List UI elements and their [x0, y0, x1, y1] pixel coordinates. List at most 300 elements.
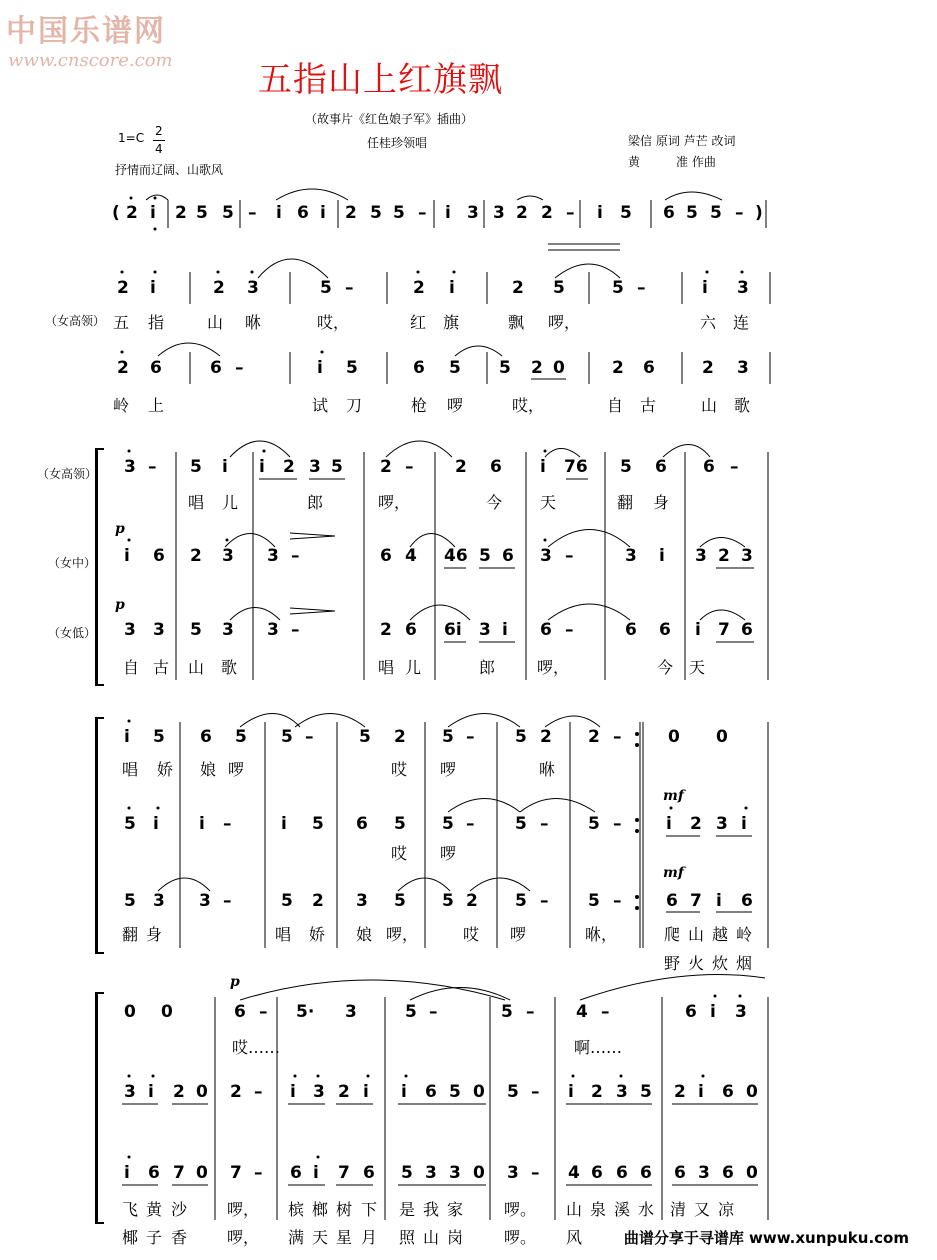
- lead-singer: 任桂珍领唱: [367, 136, 428, 150]
- watermark-site-name: 中国乐谱网: [6, 14, 166, 49]
- note: –: [259, 1002, 268, 1022]
- lyric: 古: [640, 396, 657, 415]
- note: 76: [564, 457, 588, 477]
- lyric: 娘: [200, 760, 217, 779]
- footer-credit: 曲谱分享于寻谱库 www.xunpuku.com: [623, 1229, 909, 1247]
- note: 5: [612, 278, 624, 298]
- note: 0: [746, 1082, 758, 1102]
- note: 5: [479, 546, 491, 566]
- lyric: 山: [701, 396, 718, 415]
- note: 2: [230, 1082, 242, 1102]
- note: 0: [553, 358, 565, 378]
- note: 2: [531, 358, 543, 378]
- note: –: [540, 891, 549, 911]
- note: 3: [735, 1002, 747, 1022]
- note: 6: [663, 203, 675, 223]
- lyric: 啰，: [227, 1228, 260, 1247]
- note: 5: [370, 203, 382, 223]
- note: 2: [541, 203, 553, 223]
- lyric: 山: [566, 1200, 583, 1219]
- note: i: [659, 546, 665, 566]
- lyric: 天: [312, 1228, 329, 1247]
- note: 6: [722, 1082, 734, 1102]
- note: i: [313, 1163, 319, 1183]
- lyric: 星: [336, 1228, 353, 1247]
- note: 6: [666, 891, 678, 911]
- lyric: 唱: [122, 760, 139, 779]
- note: 6: [659, 620, 671, 640]
- note: 5: [346, 358, 358, 378]
- note: –: [735, 203, 744, 223]
- key-signature: 1=C: [118, 131, 145, 145]
- note: –: [637, 278, 646, 298]
- note: 6: [290, 1163, 302, 1183]
- note: 2: [455, 457, 467, 477]
- lyric: 榔: [312, 1200, 329, 1219]
- note: 6: [380, 546, 392, 566]
- note: 2: [591, 1082, 603, 1102]
- note: i: [363, 1082, 369, 1102]
- lyric: 今: [486, 493, 503, 512]
- note: 5: [499, 358, 511, 378]
- note: 2: [413, 278, 425, 298]
- note: 3: [467, 203, 479, 223]
- lyric: 山: [423, 1228, 440, 1247]
- note: 2: [345, 203, 357, 223]
- lyric: 溪: [614, 1200, 631, 1219]
- note: 3: [222, 620, 234, 640]
- note: –: [235, 358, 244, 378]
- note: i: [153, 814, 159, 834]
- lyric: 娇: [309, 925, 326, 944]
- note: i: [449, 278, 455, 298]
- lyric: 野: [664, 954, 681, 973]
- lyric: 黄: [146, 1200, 163, 1219]
- note: 3: [449, 1163, 461, 1183]
- note: 2: [190, 546, 202, 566]
- note: 6: [616, 1163, 628, 1183]
- note: 5: [449, 358, 461, 378]
- note: 6: [210, 358, 222, 378]
- lyric: 是: [399, 1200, 416, 1219]
- note: 0: [196, 1082, 208, 1102]
- note: 3: [695, 546, 707, 566]
- note: –: [526, 1002, 535, 1022]
- note: i: [222, 457, 228, 477]
- note: 6: [741, 620, 753, 640]
- note: i: [276, 203, 282, 223]
- lyric: 唱: [188, 493, 205, 512]
- note: 6: [405, 620, 417, 640]
- lyric: 哎，: [512, 396, 545, 415]
- note: 2: [690, 814, 702, 834]
- note: 3: [124, 1082, 136, 1102]
- note: 3: [313, 1082, 325, 1102]
- note: –: [531, 1163, 540, 1183]
- lyric: 咻: [539, 760, 556, 779]
- note: 6: [625, 620, 637, 640]
- note: –: [223, 814, 232, 834]
- note: 6: [640, 1163, 652, 1183]
- note: i: [568, 1082, 574, 1102]
- note: ): [755, 203, 763, 223]
- note: 5: [501, 1002, 513, 1022]
- note: 2: [380, 620, 392, 640]
- note: i: [290, 1082, 296, 1102]
- note: 6: [674, 1163, 686, 1183]
- note: 2: [283, 457, 295, 477]
- lyric: 哎: [391, 844, 408, 863]
- note: 3: [507, 1163, 519, 1183]
- note: 5: [515, 814, 527, 834]
- note: 2: [312, 891, 324, 911]
- note: 2: [126, 203, 138, 223]
- lyric: 身: [146, 925, 163, 944]
- note: 5: [442, 814, 454, 834]
- note: 0: [124, 1002, 136, 1022]
- lyric: 香: [171, 1228, 188, 1247]
- note: 3: [540, 546, 552, 566]
- lyric: 水: [638, 1200, 655, 1219]
- note: –: [291, 620, 300, 640]
- lyric: 沙: [171, 1200, 188, 1219]
- note: 6: [425, 1082, 437, 1102]
- lyric: 满: [288, 1228, 305, 1247]
- note: (: [112, 203, 120, 223]
- lyric: 树: [336, 1200, 353, 1219]
- lyric: 椰: [122, 1228, 139, 1247]
- lyric: 哎……: [232, 1038, 281, 1057]
- note: 5: [393, 203, 405, 223]
- note: 5: [588, 891, 600, 911]
- lyric: 郎: [479, 658, 496, 677]
- note: 0: [161, 1002, 173, 1022]
- note: 2: [380, 457, 392, 477]
- lyric: 红: [410, 313, 427, 332]
- lyric: 儿: [405, 658, 422, 677]
- note: 6: [413, 358, 425, 378]
- note: 3: [247, 278, 259, 298]
- lyric: 啰，: [548, 313, 581, 332]
- note: –: [531, 1082, 540, 1102]
- part-label-soprano: （女高领）: [37, 467, 98, 481]
- note: –: [613, 814, 622, 834]
- lyric: 啰: [510, 925, 527, 944]
- lyric: 火: [688, 954, 705, 973]
- note: 5: [320, 278, 332, 298]
- tempo-marking: 抒情而辽阔、山歌风: [115, 163, 224, 177]
- note: 4: [405, 546, 417, 566]
- lyric: 又: [694, 1200, 711, 1219]
- note: i: [148, 1082, 154, 1102]
- note: 3: [267, 620, 279, 640]
- lyric: 照: [399, 1228, 416, 1247]
- lyric: 啰，: [378, 493, 411, 512]
- note: 7: [230, 1163, 242, 1183]
- dynamic-piano-alto: p: [115, 521, 125, 537]
- note: i: [540, 457, 546, 477]
- lyric: 啰，: [537, 658, 570, 677]
- note: 6: [356, 814, 368, 834]
- note: 5: [401, 1163, 413, 1183]
- note: 5: [222, 203, 234, 223]
- dynamic-mezzo-forte-low: mf: [663, 865, 684, 881]
- lyric: 清: [670, 1200, 687, 1219]
- lyric: 古: [153, 658, 170, 677]
- note: 7: [173, 1163, 185, 1183]
- note: i: [199, 814, 205, 834]
- note: 6: [234, 1002, 246, 1022]
- note: 7: [338, 1163, 350, 1183]
- watermark-site-url: www.cnscore.com: [8, 50, 173, 71]
- note: –: [566, 203, 575, 223]
- note: 5·: [296, 1002, 315, 1022]
- lyric: 月: [361, 1228, 378, 1247]
- note: 2: [173, 1082, 185, 1102]
- note: 3: [356, 891, 368, 911]
- note: –: [223, 891, 232, 911]
- lyric: 山: [688, 925, 705, 944]
- lyric: 啰。: [504, 1200, 537, 1219]
- note: 5: [312, 814, 324, 834]
- note: 5: [394, 814, 406, 834]
- note: 0: [668, 727, 680, 747]
- note: 6: [643, 358, 655, 378]
- lyric: 上: [148, 396, 165, 415]
- lyric: 咻: [245, 313, 262, 332]
- lyric: 六: [700, 313, 717, 332]
- note: –: [345, 278, 354, 298]
- note: 6: [200, 727, 212, 747]
- note: i: [666, 814, 672, 834]
- lyric: 试: [312, 396, 329, 415]
- note: 5: [124, 891, 136, 911]
- note: 5: [442, 727, 454, 747]
- note: 6: [685, 1002, 697, 1022]
- note: –: [254, 1163, 263, 1183]
- note: 0: [196, 1163, 208, 1183]
- note: 6: [741, 891, 753, 911]
- lyric: 五: [113, 313, 130, 332]
- note: 2: [466, 891, 478, 911]
- lyric: 啰: [447, 396, 464, 415]
- lyric: 翻: [122, 925, 139, 944]
- lyric: 飞: [122, 1200, 139, 1219]
- lyric: 今: [657, 658, 674, 677]
- lyric: 娇: [157, 760, 174, 779]
- note: 5: [553, 278, 565, 298]
- note: i: [702, 278, 708, 298]
- note: 3: [267, 546, 279, 566]
- note: 2: [338, 1082, 350, 1102]
- note: 2: [117, 358, 129, 378]
- lyric: 身: [653, 493, 670, 512]
- note: 3: [716, 814, 728, 834]
- lyric: 山: [188, 658, 205, 677]
- note: 2: [612, 358, 624, 378]
- lyric: 啰: [440, 844, 457, 863]
- note: 3: [124, 457, 136, 477]
- lyric: 啊……: [574, 1038, 623, 1057]
- note: 3: [153, 891, 165, 911]
- lyric: 枪: [411, 396, 428, 415]
- note: 5: [331, 457, 343, 477]
- note: 5: [153, 727, 165, 747]
- note: i: [597, 203, 603, 223]
- note: 5: [235, 727, 247, 747]
- note: 7: [718, 620, 730, 640]
- note: 6: [502, 546, 514, 566]
- lyric: 岭: [113, 396, 130, 415]
- note: 3: [479, 620, 491, 640]
- note: 6: [490, 457, 502, 477]
- note: 3: [222, 546, 234, 566]
- lyric: 啰，: [386, 925, 419, 944]
- lyric: 岗: [447, 1228, 464, 1247]
- dynamic-piano-soprano: p: [230, 974, 240, 990]
- note: 6: [703, 457, 715, 477]
- lyric: 天: [689, 658, 706, 677]
- song-subtitle: （故事片《红色娘子军》插曲）: [305, 112, 474, 126]
- note: –: [305, 727, 314, 747]
- note: 2: [516, 203, 528, 223]
- note: i: [150, 203, 156, 223]
- note: 5: [359, 727, 371, 747]
- lyric: 连: [733, 313, 750, 332]
- dynamic-mezzo-forte-alto: mf: [663, 788, 684, 804]
- note: 0: [473, 1082, 485, 1102]
- note: 5: [515, 891, 527, 911]
- lyric: 指: [148, 313, 165, 332]
- lyric: 唱: [275, 925, 292, 944]
- note: 3: [737, 278, 749, 298]
- note: 5: [620, 457, 632, 477]
- lyric: 爬: [664, 925, 681, 944]
- note: 6: [363, 1163, 375, 1183]
- lyric: 泉: [590, 1200, 607, 1219]
- note: i: [695, 620, 701, 640]
- note: –: [148, 457, 157, 477]
- lyric: 咻，: [585, 925, 618, 944]
- note: 2: [117, 278, 129, 298]
- note: 3: [493, 203, 505, 223]
- lyric: 啰: [228, 760, 245, 779]
- note: 4: [576, 1002, 588, 1022]
- note: 2: [540, 727, 552, 747]
- lyric: 子: [146, 1228, 163, 1247]
- note: –: [248, 203, 257, 223]
- lyric: 山: [207, 313, 224, 332]
- note: 6: [148, 1163, 160, 1183]
- note: 2: [702, 358, 714, 378]
- lyric: 岭: [736, 925, 753, 944]
- composer-credit: 黄 准 作曲: [628, 155, 716, 169]
- note: 6: [655, 457, 667, 477]
- lyric: 我: [423, 1200, 440, 1219]
- note: 6: [722, 1163, 734, 1183]
- note: i: [259, 457, 265, 477]
- note: 3: [737, 358, 749, 378]
- note: i: [281, 814, 287, 834]
- note: 2: [175, 203, 187, 223]
- note: 4: [568, 1163, 580, 1183]
- note: 0: [473, 1163, 485, 1183]
- note: i: [320, 203, 326, 223]
- note: i: [741, 814, 747, 834]
- note: 6: [150, 358, 162, 378]
- note: 5: [281, 891, 293, 911]
- lyric: 自: [123, 658, 140, 677]
- note: 0: [746, 1163, 758, 1183]
- note: i: [124, 727, 130, 747]
- note: 5: [196, 203, 208, 223]
- note: –: [429, 1002, 438, 1022]
- note: 2: [674, 1082, 686, 1102]
- note: –: [730, 457, 739, 477]
- lyric: 旗: [443, 313, 460, 332]
- note: 5: [190, 620, 202, 640]
- lyric: 家: [447, 1200, 464, 1219]
- lyric: 歌: [734, 396, 751, 415]
- part-label-alto: （女中）: [48, 556, 97, 570]
- note: i: [150, 278, 156, 298]
- lyric: 歌: [221, 658, 238, 677]
- note: 5: [686, 203, 698, 223]
- note: 3: [124, 620, 136, 640]
- time-signature-top: 2: [155, 124, 163, 138]
- note: –: [540, 814, 549, 834]
- note: 5: [449, 1082, 461, 1102]
- note: 2: [394, 727, 406, 747]
- dynamic-piano-low: p: [115, 597, 125, 613]
- note: –: [601, 1002, 610, 1022]
- note: –: [254, 1082, 263, 1102]
- note: 5: [394, 891, 406, 911]
- note: 5: [190, 457, 202, 477]
- note: 5: [515, 727, 527, 747]
- note: 2: [213, 278, 225, 298]
- lyric: 槟: [288, 1200, 305, 1219]
- note: i: [502, 620, 508, 640]
- note: –: [418, 203, 427, 223]
- note: –: [466, 814, 475, 834]
- note: i: [317, 358, 323, 378]
- note: 2: [512, 278, 524, 298]
- note: 6i: [444, 620, 462, 640]
- note: 6: [153, 546, 165, 566]
- lyric: 刀: [346, 396, 363, 415]
- note: i: [445, 203, 451, 223]
- lyric: 哎: [391, 760, 408, 779]
- note: –: [565, 546, 574, 566]
- note: i: [124, 546, 130, 566]
- note: 5: [588, 814, 600, 834]
- note: i: [124, 1163, 130, 1183]
- note: 5: [620, 203, 632, 223]
- lyric: 啰，: [227, 1200, 260, 1219]
- note: i: [698, 1082, 704, 1102]
- note: –: [613, 727, 622, 747]
- lyric: 飘: [508, 313, 525, 332]
- part-label-low: （女低）: [48, 626, 97, 640]
- note: 5: [281, 727, 293, 747]
- note: i: [401, 1082, 407, 1102]
- note: 2: [718, 546, 730, 566]
- note: –: [405, 457, 414, 477]
- lyric: 翻: [617, 493, 634, 512]
- note: 3: [616, 1082, 628, 1102]
- lyric: 啰。: [504, 1228, 537, 1247]
